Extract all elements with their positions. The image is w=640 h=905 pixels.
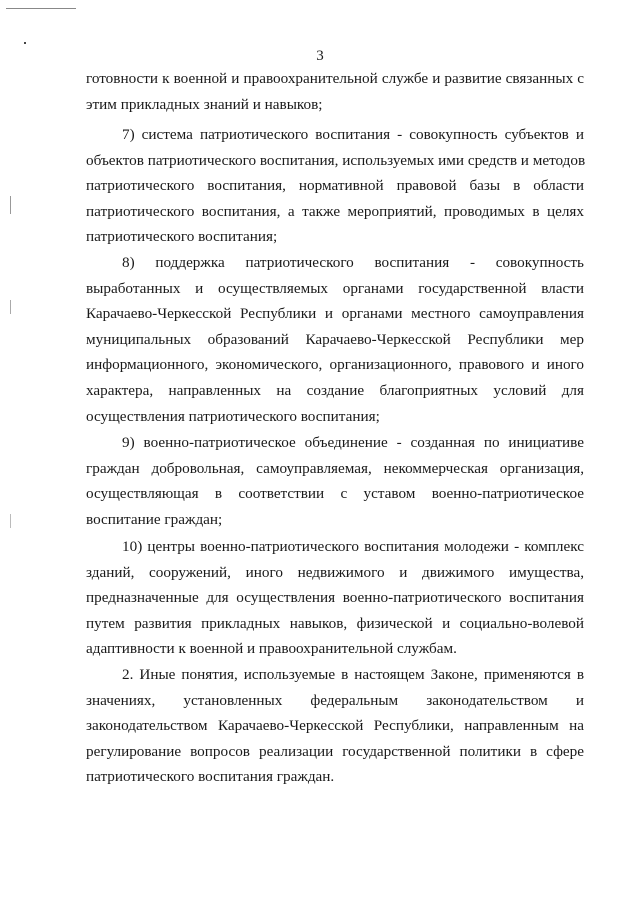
text-line: патриотического воспитания;: [86, 228, 278, 246]
text-line: значениях, установленных федеральным законодательством и: [86, 691, 584, 709]
scan-mark-top: [6, 8, 76, 9]
scan-mark-dot: [24, 42, 26, 44]
text-line: зданий, сооружений, иного недвижимого и движимого имущества,: [86, 563, 584, 581]
text-line: 7) система патриотического воспитания - совокупность субъектов и: [122, 126, 584, 143]
text-line: законодательством Карачаево-Черкесской Республики, направленным на: [86, 717, 584, 735]
text-line: выработанных и осуществляемых органами государственной власти: [86, 279, 584, 297]
text-line: информационного, экономического, организационного, правового и иного: [86, 356, 584, 374]
text-line: осуществления патриотического воспитания;: [86, 407, 380, 425]
text-line: 10) центры военно-патриотического воспитания молодежи - комплекс: [122, 538, 584, 555]
paragraph-item-9: [86, 430, 584, 532]
scan-mark-line-1: [10, 196, 11, 214]
text-line: адаптивности к военной и правоохранительной службам.: [86, 640, 457, 658]
text-line: 8) поддержка патриотического воспитания - совокупность: [122, 254, 584, 271]
text-line: этим прикладных знаний и навыков;: [86, 95, 323, 113]
paragraph-item-7: [86, 122, 584, 250]
text-line: путем развития прикладных навыков, физической и социально-волевой: [86, 614, 584, 632]
scan-mark-line-2: [10, 300, 11, 314]
text-line: регулирование вопросов реализации государственной политики в сфере: [86, 742, 584, 760]
text-line: граждан добровольная, самоуправляемая, некоммерческая организация,: [86, 459, 584, 477]
text-line: воспитание граждан;: [86, 510, 223, 528]
text-line: 2. Иные понятия, используемые в настоящем Законе, применяются в: [122, 666, 584, 683]
text-line: патриотического воспитания, а также мероприятий, проводимых в целях: [86, 202, 584, 220]
text-line: характера, направленных на создание благоприятных условий для: [86, 381, 584, 399]
text-line: муниципальных образований Карачаево-Черкесской Республики мер: [86, 330, 584, 348]
text-line: предназначенные для осуществления военно-патриотического воспитания: [86, 589, 584, 607]
paragraph-item-10: [86, 534, 584, 662]
text-line: патриотического воспитания, нормативной правовой базы в области: [86, 177, 584, 195]
text-line: осуществляющая в соответствии с уставом военно-патриотическое: [86, 485, 584, 503]
paragraph-section-2: [86, 662, 584, 790]
scan-mark-line-3: [10, 514, 11, 528]
page-number: 3: [316, 48, 324, 64]
text-line: Карачаево-Черкесской Республики и органами местного самоуправления: [86, 305, 584, 323]
text-line: объектов патриотического воспитания, используемых ими средств и методов: [86, 151, 586, 169]
paragraph-continuation: [86, 66, 584, 117]
text-line: 9) военно-патриотическое объединение - созданная по инициативе: [122, 434, 584, 451]
text-line: готовности к военной и правоохранительной службе и развитие связанных с: [86, 70, 584, 87]
paragraph-item-8: [86, 250, 584, 429]
text-line: патриотического воспитания граждан.: [86, 768, 335, 786]
